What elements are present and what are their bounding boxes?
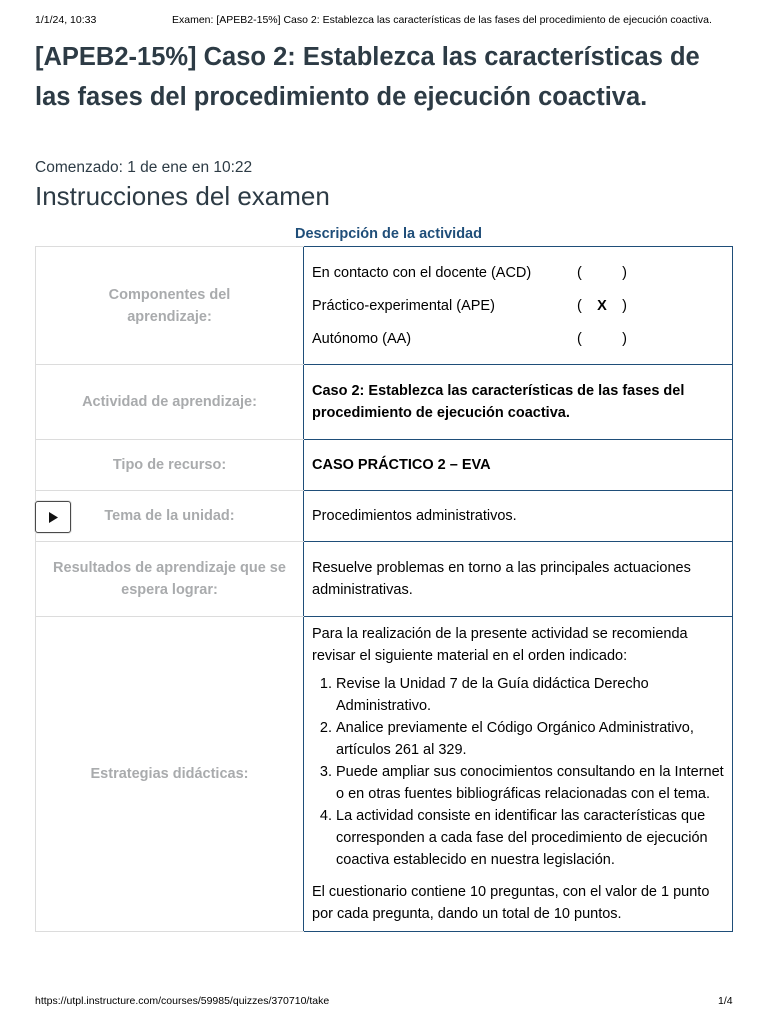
resource-row <box>36 440 733 491</box>
component-aa <box>312 322 724 355</box>
strategies-header: Estrategias didácticas: <box>36 617 304 932</box>
strategies-intro: Para la realización de la presente actividad se recomienda revisar el siguiente material en el orden indicado: <box>312 626 688 664</box>
component-label: Autónomo (AA) <box>312 330 412 347</box>
component-acd <box>312 256 724 289</box>
table-caption: Descripción de la actividad <box>295 226 482 242</box>
print-footer <box>0 995 768 1011</box>
quiz-title: [APEB2-15%] Caso 2: Establezca las características de las fases del procedimiento de ejecución coactiva. <box>35 43 700 111</box>
strategies-cell <box>304 617 733 932</box>
component-mark: ( ) <box>577 264 627 281</box>
components-row <box>36 247 733 365</box>
strategies-outro: El cuestionario contiene 10 preguntas, con el valor de 1 punto por cada pregunta, dando un total de 10 puntos. <box>312 884 710 922</box>
component-ape <box>312 289 724 322</box>
topic-header: Tema de la unidad: <box>36 491 304 542</box>
play-button[interactable] <box>35 501 71 533</box>
component-mark: ( ) <box>577 330 627 347</box>
list-item: 1. Revise la Unidad 7 de la Guía didáctica Derecho Administrativo. <box>336 673 724 717</box>
print-header <box>0 14 768 30</box>
activity-header: Actividad de aprendizaje: <box>36 365 304 440</box>
activity-row <box>36 365 733 440</box>
strategies-row <box>36 617 733 932</box>
resource-value: CASO PRÁCTICO 2 – EVA <box>304 440 733 491</box>
list-item: 2. Analice previamente el Código Orgánico Administrativo, artículos 261 al 329. <box>336 717 724 761</box>
instructions-heading: Instrucciones del examen <box>35 181 330 211</box>
print-title: Examen: [APEB2-15%] Caso 2: Establezca las características de las fases del procedimiento de ejecución coactiva. <box>172 14 712 26</box>
resource-header: Tipo de recurso: <box>36 440 304 491</box>
results-row <box>36 542 733 617</box>
activity-table <box>35 246 733 932</box>
list-item: 4. La actividad consiste en identificar las características que corresponden a cada fase del procedimiento de ejecución coactiva establecido en nuestra legislación. <box>336 805 724 871</box>
component-label: En contacto con el docente (ACD) <box>312 264 532 281</box>
activity-value: Caso 2: Establezca las características de las fases del procedimiento de ejecución coactiva. <box>304 365 733 440</box>
topic-row <box>36 491 733 542</box>
topic-value: Procedimientos administrativos. <box>304 491 733 542</box>
page-number: 1/4 <box>718 995 733 1007</box>
started-timestamp: Comenzado: 1 de ene en 10:22 <box>35 159 253 176</box>
list-item: 3. Puede ampliar sus conocimientos consultando en la Internet o en otras fuentes bibliográficas relacionadas con el tema. <box>336 761 724 805</box>
print-url: https://utpl.instructure.com/courses/59985/quizzes/370710/take <box>35 995 330 1007</box>
components-cell <box>304 247 733 365</box>
component-label: Práctico-experimental (APE) <box>312 297 495 314</box>
print-date: 1/1/24, 10:33 <box>35 14 97 26</box>
results-header: Resultados de aprendizaje que se espera lograr: <box>36 542 304 617</box>
results-value: Resuelve problemas en torno a las principales actuaciones administrativas. <box>304 542 733 617</box>
component-mark: ( X ) <box>577 297 627 314</box>
strategies-list <box>312 673 724 871</box>
components-header: Componentes del aprendizaje: <box>36 247 304 365</box>
play-icon <box>48 512 58 523</box>
